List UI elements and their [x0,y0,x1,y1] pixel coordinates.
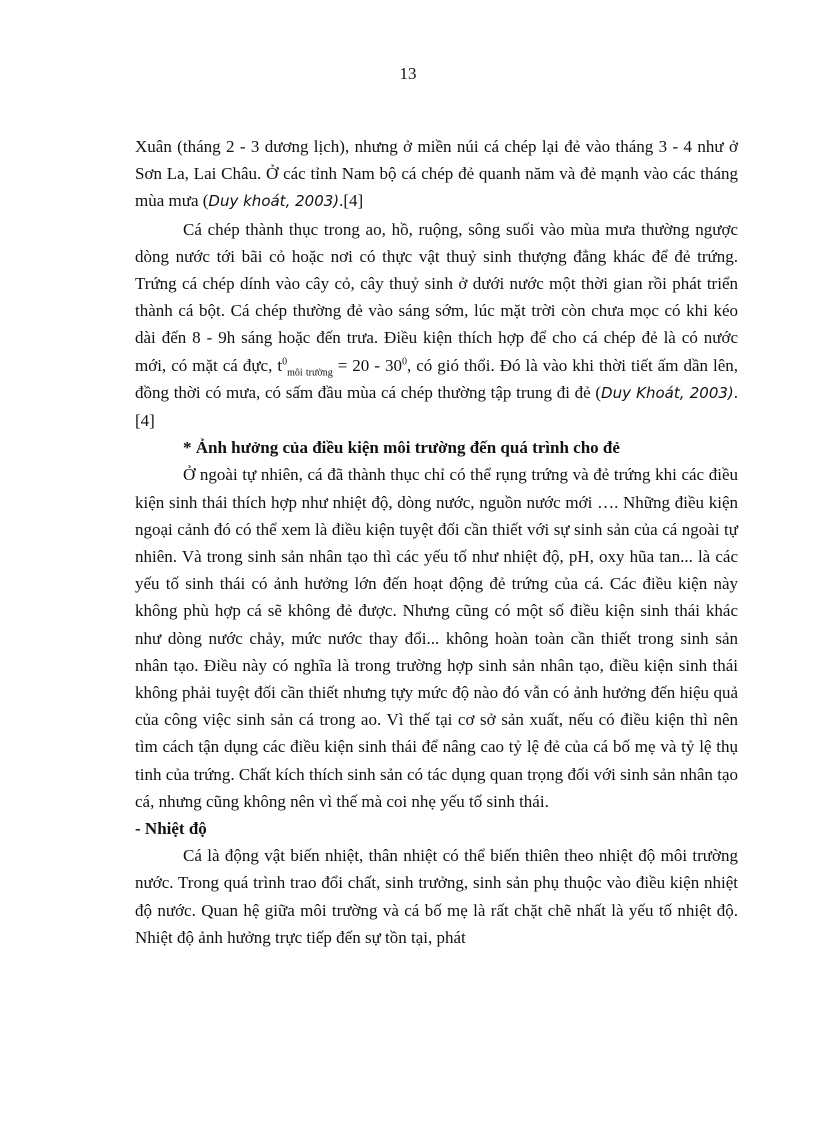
document-body [135,133,738,951]
citation: Duy khoát, 2003) [208,192,340,211]
paragraph-3: Ở ngoài tự nhiên, cá đã thành thục chỉ có thể rụng trứng và đẻ trứng khi các điều kiện sinh thái thích hợp như nhiệt độ, dòng nước, nguồn nước mới …. Những điều kiện ngoại cảnh đó có thể xem là điều kiện tuyệt đối cần thiết với sự sinh sản của cá ngoài tự nhiên. Và trong sinh sản nhân tạo thì các yếu tố như nhiệt độ, pH, oxy hũa tan... là các yếu tố sinh thái có ảnh hưởng lớn đến hoạt động đẻ trứng của cá. Các điều kiện này không phù hợp cá sẽ không đẻ được. Nhưng cũng có một số điều kiện sinh thái khác như dòng nước chảy, mức nước thay đổi... không hoàn toàn cần thiết trong sinh sản nhân tạo. Điều này có nghĩa là trong trường hợp sinh sản nhân tạo, điều kiện sinh thái không phải tuyệt đối cần thiết nhưng tựy mức độ nào đó vẫn có ảnh hưởng đến hiệu quả của công việc sinh sản cá trong ao. Vì thế tại cơ sở sản xuất, nếu có điều kiện thì nên tìm cách tận dụng các điều kiện sinh thái để nâng cao tỷ lệ đẻ của cá bố mẹ và tỷ lệ thụ tinh của trứng. Chất kích thích sinh sản có tác dụng quan trọng đối với sinh sản nhân tạo cá, nhưng cũng không nên vì thế mà coi nhẹ yếu tố sinh thái. [135,465,738,811]
section-heading: * Ảnh hưởng của điều kiện môi trường đến quá trình cho đẻ [183,438,620,458]
paragraph-1: Xuân (tháng 2 - 3 dương lịch), nhưng ở miền núi cá chép lại đẻ vào tháng 3 - 4 như ở Sơn La, Lai Châu. Ở các tỉnh Nam bộ cá chép đẻ quanh năm và đẻ mạnh vào các tháng mùa mưa (Duy khoát, 2003).[4] [135,137,738,211]
paragraph-2: Cá chép thành thục trong ao, hồ, ruộng, sông suối vào mùa mưa thường ngược dòng nước tới bãi cỏ hoặc nơi có thực vật thuỷ sinh thượng đẳng khác để đẻ trứng. Trứng cá chép dính vào cây cỏ, cây thuỷ sinh ở dưới nước một thời gian rồi phát triển thành cá bột. Cá chép thường đẻ vào sáng sớm, lúc mặt trời còn chưa mọc có khi kéo dài đến 8 - 9h sáng hoặc đến trưa. Điều kiện thích hợp để cho cá chép đẻ là có nước mới, có mặt cá đực, $t^0_{môi trường} = 20 - 30^0$, có gió thổi. Đó là vào khi thời tiết ấm dần lên, đồng thời có mưa, có sấm đầu mùa cá chép thường tập trung đi đẻ (Duy Khoát, 2003).[4] [135,219,739,431]
paragraph-4: Cá là động vật biến nhiệt, thân nhiệt có thể biến thiên theo nhiệt độ môi trường nước. Trong quá trình trao đổi chất, sinh trưởng, sinh sản phụ thuộc vào điều kiện nhiệt độ nước. Quan hệ giữa môi trường và cá bố mẹ là rất chặt chẽ nhất là yếu tố nhiệt độ. Nhiệt độ ảnh hưởng trực tiếp đến sự tồn tại, phát [135,846,738,947]
page-number: 13 [399,64,417,83]
citation: Duy Khoát, 2003) [601,383,734,402]
subsection-heading: - Nhiệt độ [135,819,207,839]
